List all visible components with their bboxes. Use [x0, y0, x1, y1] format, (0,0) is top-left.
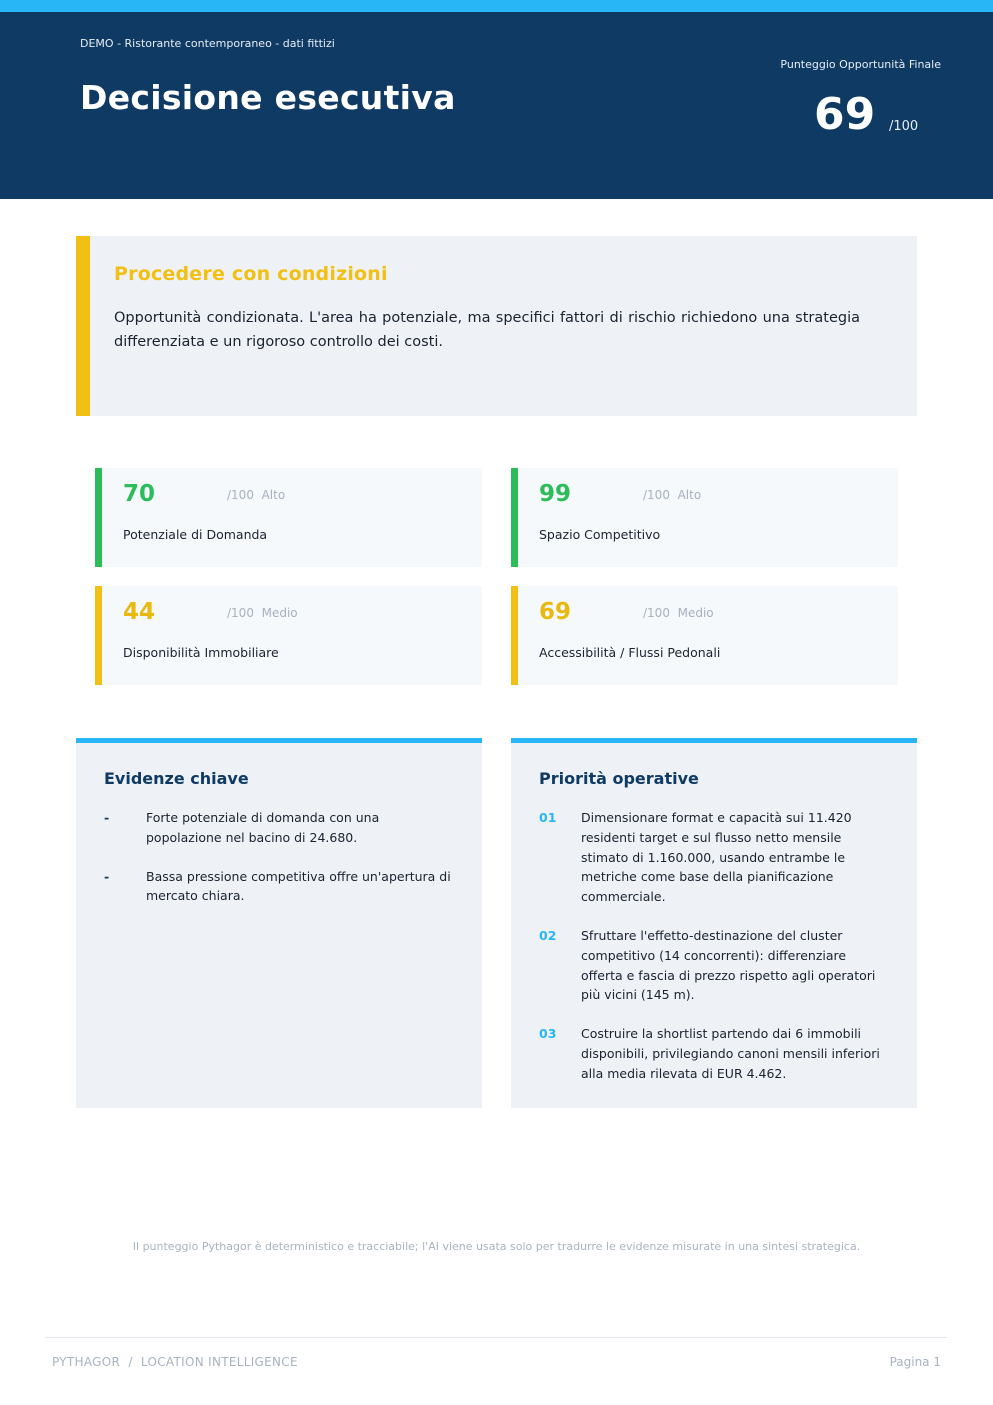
list-item: [104, 867, 456, 907]
list-item-text: Forte potenziale di domanda con una popolazione nel bacino di 24.680.: [146, 810, 380, 845]
metric-scale: /100 Alto: [643, 488, 702, 502]
metric-card-competition: [511, 468, 898, 567]
metric-scale: /100 Medio: [227, 606, 298, 620]
metric-value: 70: [123, 481, 156, 507]
evidence-list: [104, 808, 456, 925]
priorities-list: [539, 808, 891, 1103]
panel-title: Evidenze chiave: [104, 769, 249, 788]
metric-value: 69: [539, 599, 572, 625]
list-item-text: Sfruttare l'effetto-destinazione del cluster competitivo (14 concorrenti): differenziare offerta e fascia di prezzo rispetto agli operatori più vicini (145 m).: [581, 927, 876, 1003]
metric-name: Spazio Competitivo: [539, 527, 661, 542]
panel-title: Priorità operative: [539, 769, 699, 788]
priority-number: 01: [539, 810, 557, 825]
operational-priorities-panel: [511, 738, 917, 1108]
list-item: [539, 808, 891, 907]
metric-card-accessibility: [511, 586, 898, 685]
page-number: Pagina 1: [889, 1355, 941, 1369]
bullet-marker: -: [104, 810, 110, 825]
metric-value: 44: [123, 599, 156, 625]
list-item-text: Costruire la shortlist partendo dai 6 immobili disponibili, privilegiando canoni mensili inferiori alla media rilevata di EUR 4.462.: [581, 1026, 880, 1081]
bullet-marker: -: [104, 868, 110, 884]
metric-scale: /100 Alto: [227, 488, 286, 502]
metric-value: 99: [539, 481, 572, 507]
metric-name: Accessibilità / Flussi Pedonali: [539, 645, 721, 660]
metric-name: Disponibilità Immobiliare: [123, 645, 279, 660]
metric-card-real-estate: [95, 586, 482, 685]
priority-number: 03: [539, 1026, 557, 1042]
list-item-text: Bassa pressione competitiva offre un'apertura di mercato chiara.: [146, 868, 451, 904]
final-score-max: /100: [889, 119, 919, 134]
decision-title: Procedere con condizioni: [114, 263, 388, 285]
metric-card-demand: [95, 468, 482, 567]
list-item: [539, 926, 891, 1005]
priority-number: 02: [539, 927, 557, 943]
list-item: [539, 1024, 891, 1083]
decision-callout: [76, 236, 917, 416]
demo-label: DEMO - Ristorante contemporaneo - dati fittizi: [80, 37, 335, 50]
footer-brand: PYTHAGOR / LOCATION INTELLIGENCE: [52, 1355, 298, 1369]
final-score-label: Punteggio Opportunità Finale: [780, 58, 941, 71]
page-header: [0, 12, 993, 199]
footer-divider: [46, 1337, 947, 1338]
disclaimer: Il punteggio Pythagor è deterministico e tracciabile; l'AI viene usata solo per tradurre le evidenze misurate in una sintesi strategica.: [132, 1240, 861, 1253]
metric-scale: /100 Medio: [643, 606, 714, 620]
page-title: Decisione esecutiva: [80, 78, 456, 117]
key-evidence-panel: [76, 738, 482, 1108]
list-item-text: Dimensionare format e capacità sui 11.420 residenti target e sul flusso netto mensile stimato di 1.160.000, usando entrambe le metriche come base della pianificazione commerciale.: [581, 810, 852, 905]
decision-text: Opportunità condizionata. L'area ha potenziale, ma specifici fattori di rischio richiedono una strategia differenziata e un rigoroso controllo dei costi.: [114, 310, 860, 350]
metric-name: Potenziale di Domanda: [123, 527, 268, 542]
final-score-value: 69: [814, 89, 876, 140]
list-item: [104, 808, 456, 848]
top-accent-strip: [0, 0, 993, 12]
